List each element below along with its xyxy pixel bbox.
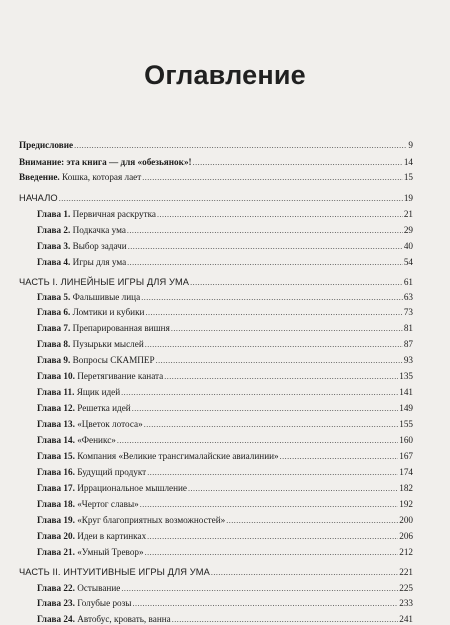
toc-entry-title	[37, 403, 131, 414]
toc-page-number: 225	[399, 583, 413, 593]
toc-section-row	[19, 565, 413, 578]
toc-front-row	[19, 170, 413, 183]
toc-chapter-row	[37, 513, 413, 526]
dot-leader	[128, 241, 403, 252]
toc-entry-title	[19, 277, 189, 288]
toc-page-number: 19	[403, 193, 413, 203]
toc-entry-title	[37, 323, 170, 334]
toc-entry-text: Выбор задачи	[70, 241, 127, 251]
toc-chapter-row	[37, 337, 413, 350]
toc-entry-text: ЧАСТЬ II. ИНТУИТИВНЫЕ ИГРЫ ДЛЯ УМА	[19, 567, 210, 577]
toc-entry-number: Глава 23.	[37, 598, 75, 608]
dot-leader	[127, 257, 403, 268]
toc-page-number: 212	[399, 547, 413, 557]
toc-entry-number: Глава 5.	[37, 292, 71, 302]
toc-page-number: 241	[399, 614, 413, 624]
toc-entry-text: Кошка, которая лает	[59, 172, 142, 182]
toc-entry-text: Перетягивание каната	[74, 371, 164, 381]
toc-entry-title	[19, 172, 141, 183]
toc-section-row	[19, 275, 413, 288]
toc-entry-title	[19, 193, 58, 204]
toc-entry-text: «Круг благоприятных возможностей»	[74, 515, 226, 525]
dot-leader	[172, 614, 398, 625]
toc-entry-title	[37, 467, 146, 478]
toc-page-number: 54	[403, 257, 413, 267]
dot-leader	[211, 567, 398, 578]
toc-page-number: 174	[399, 467, 413, 477]
dot-leader	[171, 323, 403, 334]
toc-entry-title	[37, 435, 116, 446]
toc-chapter-row	[37, 529, 413, 542]
toc-entry-text: Вопросы СКАМПЕР	[70, 355, 155, 365]
page-title: Оглавление	[144, 60, 306, 90]
dot-leader	[121, 583, 398, 594]
toc-page-number: 40	[403, 241, 413, 251]
toc-entry-number: Глава 14.	[37, 435, 75, 445]
toc-entry-text: Первичная раскрутка	[70, 209, 157, 219]
toc-entry-text: Препарированная вишня	[70, 323, 170, 333]
toc-entry-number: Глава 24.	[37, 614, 75, 624]
toc-chapter-row	[37, 369, 413, 382]
toc-page-number: 192	[399, 499, 413, 509]
toc-chapter-row	[37, 596, 413, 609]
toc-entry-text: Фальшивые лица	[70, 292, 141, 302]
dot-leader	[145, 547, 399, 558]
toc-entry-number: Глава 20.	[37, 531, 75, 541]
toc-entry-title	[19, 157, 192, 168]
toc-page-number: 200	[399, 515, 413, 525]
toc-entry-title	[37, 355, 155, 366]
toc-entry-number: Внимание: эта книга — для «обезьянок»!	[19, 157, 192, 167]
dot-leader	[226, 515, 398, 526]
toc-entry-title	[37, 339, 144, 350]
toc-entry-number: Глава 2.	[37, 225, 71, 235]
toc-chapter-row	[37, 353, 413, 366]
toc-entry-title	[37, 531, 146, 542]
dot-leader	[132, 403, 398, 414]
dot-leader	[145, 307, 402, 318]
toc-entry-number: Глава 22.	[37, 583, 75, 593]
dot-leader	[157, 209, 403, 220]
toc-entry-title	[37, 583, 120, 594]
dot-leader	[59, 193, 403, 204]
toc-entry-text: Ящик идей	[74, 387, 121, 397]
toc-chapter-row	[37, 239, 413, 252]
toc-page-number: 93	[403, 355, 413, 365]
toc-entry-title	[19, 140, 73, 151]
toc-page-number: 81	[403, 323, 413, 333]
dot-leader	[156, 355, 403, 366]
toc-entry-text: Иррациональное мышление	[74, 483, 188, 493]
toc-page-number: 61	[403, 277, 413, 287]
toc-entry-text: Решетка идей	[74, 403, 131, 413]
toc-page-number: 182	[399, 483, 413, 493]
toc-entry-title	[37, 419, 143, 430]
toc-entry-number: Глава 17.	[37, 483, 75, 493]
dot-leader	[190, 277, 403, 288]
toc-chapter-row	[37, 581, 413, 594]
toc-chapter-row	[37, 465, 413, 478]
toc-entry-title	[37, 209, 156, 220]
toc-entry-title	[37, 257, 126, 268]
toc-chapter-row	[37, 223, 413, 236]
toc-entry-number: Глава 8.	[37, 339, 71, 349]
dot-leader	[144, 419, 399, 430]
dot-leader	[147, 467, 398, 478]
dot-leader	[117, 435, 398, 446]
toc-page-number: 221	[399, 567, 413, 577]
toc-entry-title	[37, 515, 225, 526]
toc-chapter-row	[37, 417, 413, 430]
toc-entry-number: Глава 16.	[37, 467, 75, 477]
toc-chapter-row	[37, 255, 413, 268]
toc-entry-text: Будущий продукт	[74, 467, 147, 477]
toc-entry-text: Компания «Великие трансгималайские авиалинии»	[74, 451, 279, 461]
toc-page-number: 21	[403, 209, 413, 219]
toc-page-number: 149	[399, 403, 413, 413]
toc-entry-number: Глава 3.	[37, 241, 71, 251]
toc-entry-number: Глава 9.	[37, 355, 71, 365]
toc-entry-text: НАЧАЛО	[19, 193, 58, 203]
dot-leader	[121, 387, 398, 398]
toc-page-number: 15	[403, 172, 413, 182]
toc-page-number: 135	[399, 371, 413, 381]
toc-entry-number: Глава 21.	[37, 547, 75, 557]
toc-entry-title	[37, 483, 187, 494]
toc-entry-text: «Умный Тревор»	[74, 547, 144, 557]
toc-chapter-row	[37, 612, 413, 625]
toc-page-number: 155	[399, 419, 413, 429]
toc-entry-title	[19, 567, 210, 578]
dot-leader	[141, 292, 403, 303]
toc-page-number: 167	[399, 451, 413, 461]
toc-entry-text: Пузырьки мыслей	[70, 339, 144, 349]
toc-front-row	[19, 155, 413, 168]
toc-entry-title	[37, 225, 126, 236]
dot-leader	[280, 451, 399, 462]
toc-page-number: 141	[399, 387, 413, 397]
toc-chapter-row	[37, 401, 413, 414]
toc-entry-number: Глава 1.	[37, 209, 71, 219]
toc-page-number: 29	[403, 225, 413, 235]
dot-leader	[147, 531, 398, 542]
dot-leader	[164, 371, 398, 382]
toc-entry-title	[37, 387, 120, 398]
toc-chapter-row	[37, 545, 413, 558]
dot-leader	[142, 172, 403, 183]
toc-page-number: 233	[399, 598, 413, 608]
toc-entry-text: Голубые розы	[74, 598, 132, 608]
toc-page-number: 73	[403, 307, 413, 317]
toc-entry-number: Глава 10.	[37, 371, 75, 381]
toc-entry-title	[37, 499, 139, 510]
toc-entry-number: Глава 7.	[37, 323, 71, 333]
toc-chapter-row	[37, 321, 413, 334]
toc-entry-title	[37, 614, 171, 625]
toc-entry-text: Остывание	[74, 583, 121, 593]
toc-entry-title	[37, 307, 144, 318]
toc-page-number: 160	[399, 435, 413, 445]
toc-entry-number: Глава 6.	[37, 307, 71, 317]
toc-entry-text: ЧАСТЬ I. ЛИНЕЙНЫЕ ИГРЫ ДЛЯ УМА	[19, 277, 190, 287]
toc-front-row	[19, 138, 413, 151]
toc-entry-text: Подкачка ума	[70, 225, 126, 235]
toc-entry-number: Глава 15.	[37, 451, 75, 461]
toc-chapter-row	[37, 497, 413, 510]
toc-page-number: 87	[403, 339, 413, 349]
toc-entry-number: Глава 12.	[37, 403, 75, 413]
toc-chapter-row	[37, 385, 413, 398]
dot-leader	[188, 483, 398, 494]
toc-chapter-row	[37, 433, 413, 446]
toc-chapter-row	[37, 449, 413, 462]
toc-chapter-row	[37, 305, 413, 318]
toc-page-number: 206	[399, 531, 413, 541]
toc-entry-text: «Цветок лотоса»	[74, 419, 143, 429]
toc-chapter-row	[37, 481, 413, 494]
dot-leader	[74, 140, 407, 151]
dot-leader	[145, 339, 403, 350]
toc-entry-number: Предисловие	[19, 140, 74, 150]
toc-section-row	[19, 191, 413, 204]
toc-entry-number: Глава 11.	[37, 387, 75, 397]
toc-page-number: 9	[408, 140, 413, 150]
dot-leader	[127, 225, 403, 236]
toc-entry-text: Ломтики и кубики	[70, 307, 145, 317]
toc-entry-text: Игры для ума	[70, 257, 127, 267]
toc-page-number: 63	[403, 292, 413, 302]
toc-entry-text: Автобус, кровать, ванна	[74, 614, 171, 624]
toc-entry-title	[37, 292, 140, 303]
dot-leader	[140, 499, 399, 510]
toc-entry-text: «Чертог славы»	[74, 499, 139, 509]
toc-entry-title	[37, 241, 127, 252]
dot-leader	[193, 157, 403, 168]
toc-entry-number: Глава 18.	[37, 499, 75, 509]
toc-chapter-row	[37, 290, 413, 303]
toc-page-number: 14	[403, 157, 413, 167]
toc-entry-text: Идеи в картинках	[74, 531, 147, 541]
toc-chapter-row	[37, 207, 413, 220]
toc-entry-title	[37, 451, 279, 462]
toc-entry-number: Глава 13.	[37, 419, 75, 429]
toc-entry-number: Введение.	[19, 172, 60, 182]
toc-entry-number: Глава 19.	[37, 515, 75, 525]
toc-entry-number: Глава 4.	[37, 257, 71, 267]
toc-entry-text: «Феникс»	[74, 435, 116, 445]
toc-entry-title	[37, 547, 144, 558]
toc-entry-title	[37, 371, 163, 382]
